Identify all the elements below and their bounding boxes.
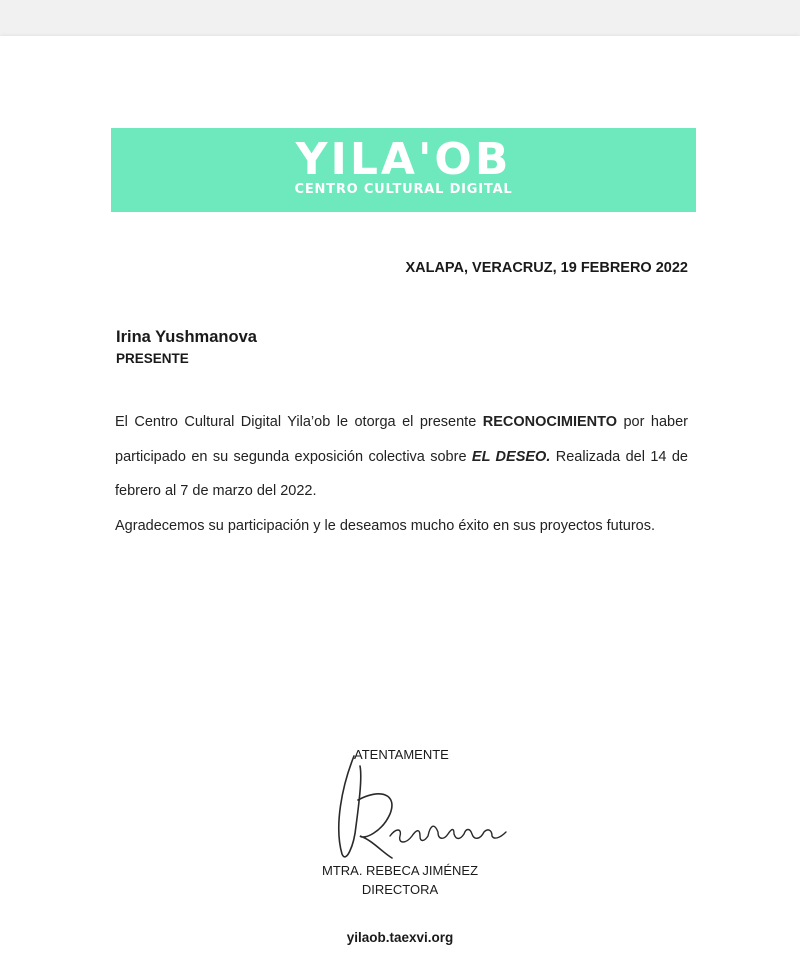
body-text-part: Realizada del 14 de febrero al 7 de marzo del 2022. — [115, 448, 688, 499]
header-banner — [111, 128, 696, 212]
exhibition-title: EL DESEO. — [471, 448, 551, 465]
document-page — [0, 36, 800, 971]
signature-image — [320, 736, 520, 866]
brand-tagline: CENTRO CULTURAL DIGITAL — [294, 182, 513, 197]
closing: ATENTAMENTE — [354, 747, 449, 762]
recipient-name: Irina Yushmanova — [116, 328, 257, 346]
body-text-part: El Centro Cultural Digital Yila’ob le otorga el presente — [115, 414, 483, 430]
brand-logo: YILA'OB — [295, 134, 512, 185]
recognition-keyword: RECONOCIMIENTO — [482, 414, 618, 430]
salutation: PRESENTE — [116, 351, 189, 366]
website-link[interactable]: yilaob.taexvi.org — [346, 930, 454, 945]
signer-role: DIRECTORA — [361, 882, 439, 897]
dateline: XALAPA, VERACRUZ, 19 FEBRERO 2022 — [405, 260, 688, 276]
letter-body — [115, 405, 688, 543]
signer-name: MTRA. REBECA JIMÉNEZ — [321, 863, 479, 878]
body-paragraph-1 — [115, 405, 688, 509]
body-text-part: por haber participado en su segunda exposición colectiva sobre — [115, 414, 688, 465]
body-paragraph-2: Agradecemos su participación y le deseamos mucho éxito en sus proyectos futuros. — [115, 517, 655, 534]
